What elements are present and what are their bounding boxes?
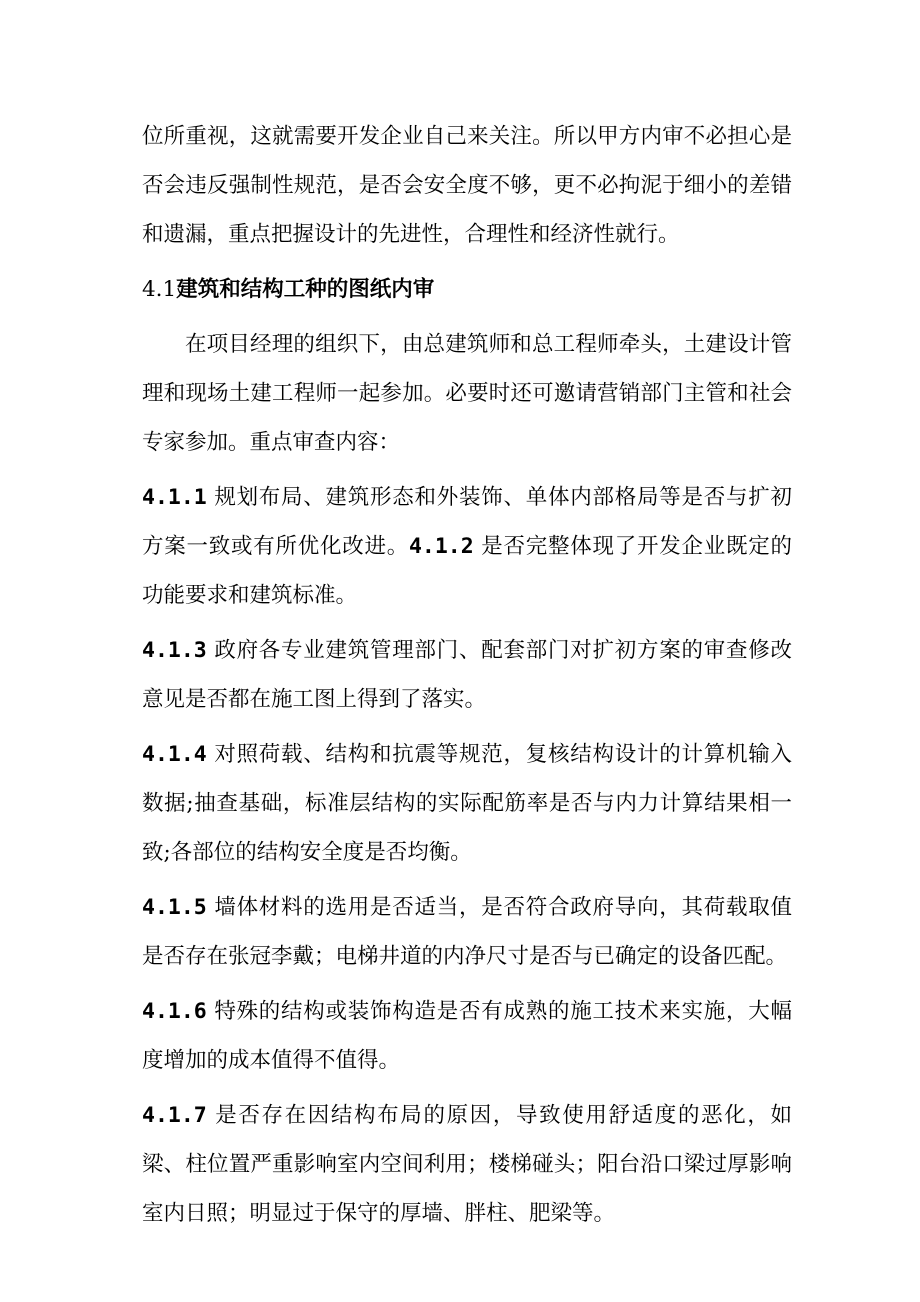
section-title: 建筑和结构工种的图纸内审 — [176, 277, 435, 302]
section-number: 4.1 — [142, 277, 177, 302]
item-number: 4.1.2 — [408, 534, 474, 559]
item-text: 墙体材料的选用是否适当，是否符合政府导向，其荷载取值是否存在张冠李戴；电梯井道的内净尺寸是否与已确定的设备匹配。 — [142, 895, 792, 969]
item-text: 是否完整体现了开发企业既定的功能要求和建筑标准。 — [142, 534, 792, 608]
list-item-4-1-5 — [142, 883, 792, 981]
list-item-4-1-3 — [142, 626, 792, 724]
section-heading — [142, 265, 792, 314]
list-item-4-1-1 — [142, 473, 792, 620]
item-number: 4.1.6 — [142, 999, 207, 1024]
document-body — [142, 112, 792, 1238]
item-text: 是否存在因结构布局的原因，导致使用舒适度的恶化，如梁、柱位置严重影响室内空间利用；楼梯碰头；阳台沿口梁过厚影响室内日照；明显过于保守的厚墙、胖柱、肥梁等。 — [142, 1103, 792, 1226]
paragraph-continued: 位所重视，这就需要开发企业自己来关注。所以甲方内审不必担心是否会违反强制性规范，是否会安全度不够，更不必拘泥于细小的差错和遗漏，重点把握设计的先进性，合理性和经济性就行。 — [142, 124, 792, 247]
list-item-4-1-4 — [142, 730, 792, 877]
paragraph-intro: 在项目经理的组织下，由总建筑师和总工程师牵头，土建设计管理和现场土建工程师一起参加。必要时还可邀请营销部门主管和社会专家参加。重点审查内容： — [142, 332, 792, 455]
item-number: 4.1.1 — [142, 485, 207, 510]
item-number: 4.1.3 — [142, 638, 207, 663]
item-text: 政府各专业建筑管理部门、配套部门对扩初方案的审查修改意见是否都在施工图上得到了落实。 — [142, 638, 792, 712]
item-text: 对照荷载、结构和抗震等规范，复核结构设计的计算机输入数据;抽查基础，标准层结构的实际配筋率是否与内力计算结果相一致;各部位的结构安全度是否均衡。 — [142, 742, 792, 865]
item-text: 规划布局、建筑形态和外装饰、单体内部格局等是否与扩初方案一致或有所优化改进。 — [142, 485, 792, 559]
item-number: 4.1.7 — [142, 1103, 207, 1128]
item-text: 特殊的结构或装饰构造是否有成熟的施工技术来实施，大幅度增加的成本值得不值得。 — [142, 999, 792, 1073]
list-item-4-1-7 — [142, 1091, 792, 1238]
document-page — [142, 112, 792, 1238]
item-number: 4.1.5 — [142, 895, 207, 920]
list-item-4-1-6 — [142, 987, 792, 1085]
item-number: 4.1.4 — [142, 742, 207, 767]
